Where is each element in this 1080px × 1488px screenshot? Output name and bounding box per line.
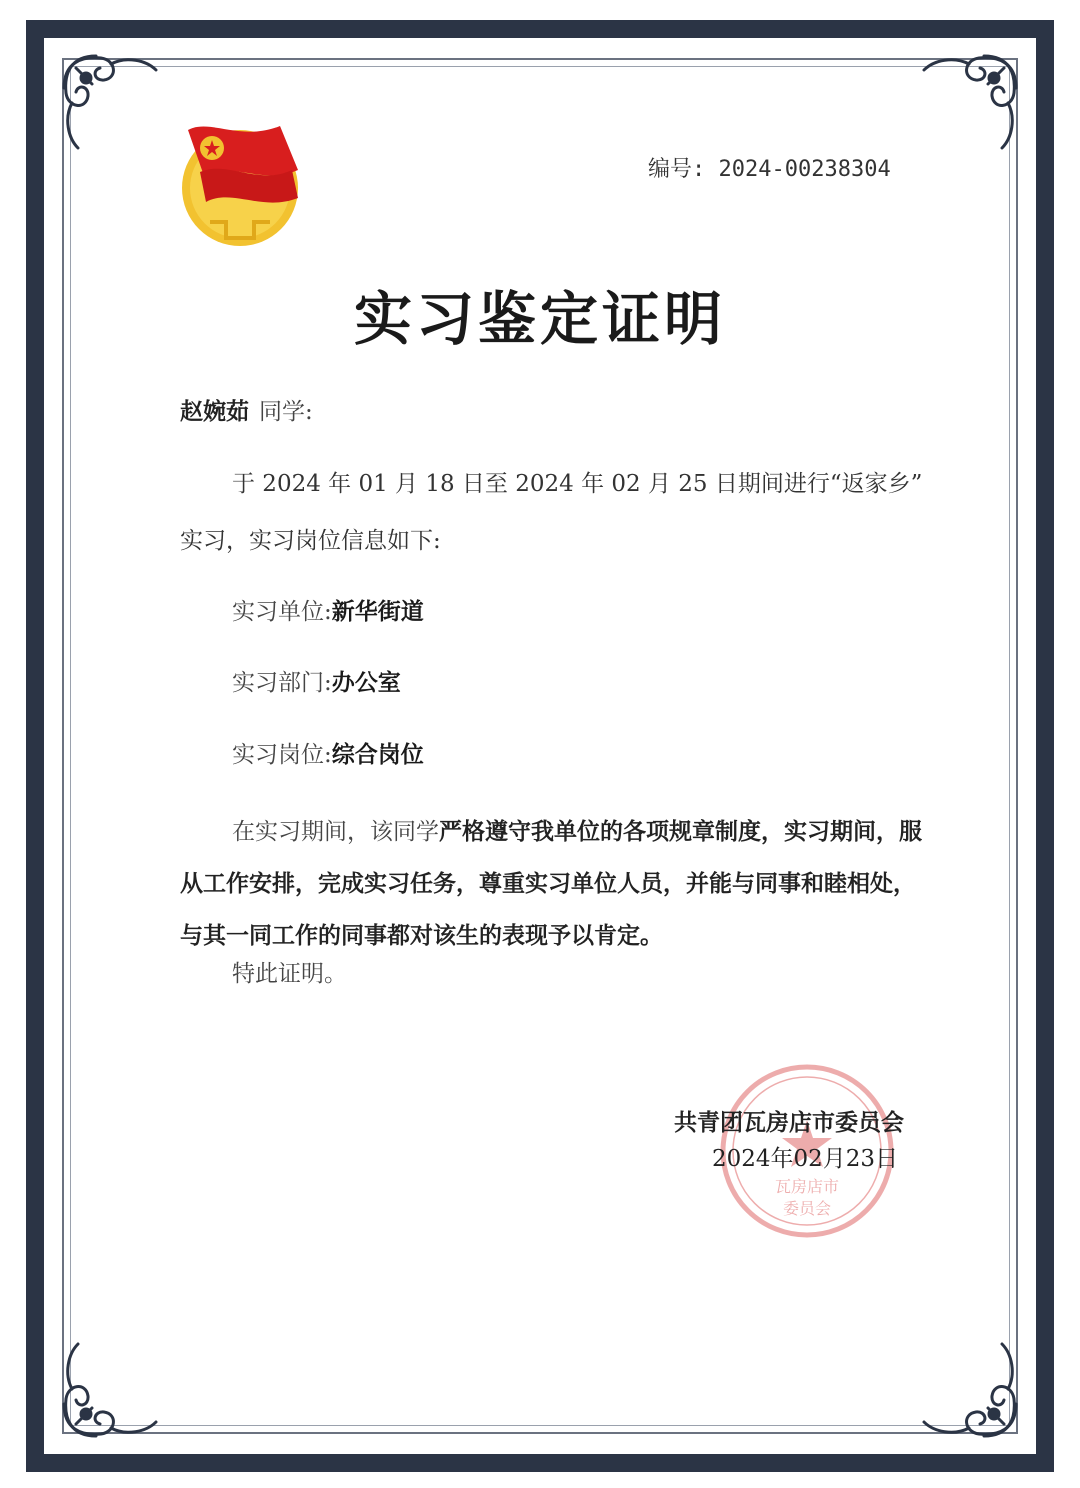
svg-text:委员会: 委员会	[782, 1199, 832, 1218]
issue-date: 2024年02月23日	[712, 1146, 899, 1172]
dept-value: 办公室	[331, 669, 401, 696]
evaluation-text: 严格遵守我单位的各项规章制度，实习期间，服从工作安排，完成实习任务，尊重实习单位人员，并能与同事和睦相处，与其一同工作的同事都对该生的表现予以肯定。	[180, 818, 922, 949]
communist-youth-league-emblem-icon	[170, 112, 310, 252]
svg-text:瓦房店市: 瓦房店市	[774, 1177, 840, 1196]
serial-value: 2024-00238304	[718, 157, 891, 182]
salutation	[180, 393, 313, 426]
internship-unit-row	[232, 593, 424, 626]
ornamental-flourish-icon	[914, 48, 1024, 158]
evaluation-paragraph	[180, 806, 930, 962]
dept-label: 实习部门:	[232, 670, 332, 696]
internship-dept-row	[232, 664, 401, 697]
post-label: 实习岗位:	[232, 742, 332, 768]
serial-label: 编号:	[648, 157, 706, 182]
page-title: 实习鉴定证明	[353, 285, 726, 353]
unit-value: 新华街道	[331, 598, 424, 625]
ornamental-flourish-icon	[56, 48, 166, 158]
internship-post-row	[232, 736, 424, 769]
post-value: 综合岗位	[331, 741, 424, 768]
ornamental-flourish-icon	[914, 1334, 1024, 1444]
issuer-name: 共青团瓦房店市委员会	[674, 1109, 904, 1136]
salutation-suffix: 同学:	[259, 399, 313, 425]
intro-line: 于 2024 年 01 月 18 日至 2024 年 02 月 25 日期间进行“返家乡”	[232, 471, 923, 497]
closing-statement: 特此证明。	[232, 961, 347, 987]
ornamental-flourish-icon	[56, 1334, 166, 1444]
intro-line-continued: 实习，实习岗位信息如下:	[180, 528, 441, 554]
evaluation-lead: 在实习期间，该同学	[232, 819, 439, 845]
serial-number	[648, 152, 891, 183]
unit-label: 实习单位:	[232, 599, 332, 625]
student-name: 赵婉茹	[180, 398, 249, 425]
